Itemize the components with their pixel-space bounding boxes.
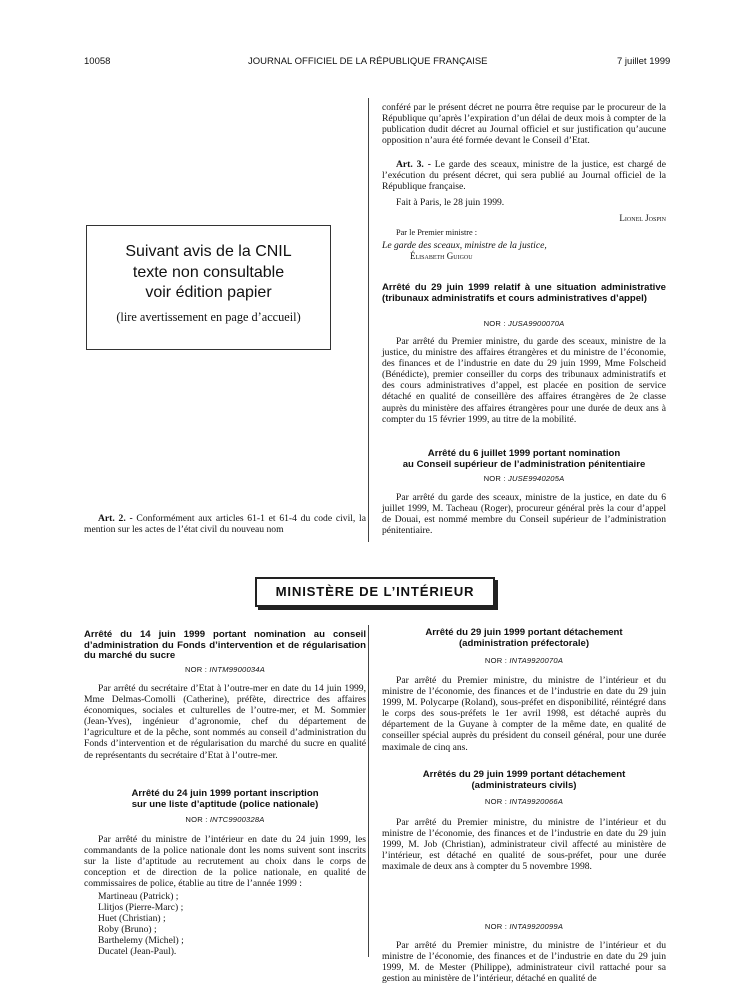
- ministry-banner: MINISTÈRE DE L’INTÉRIEUR: [255, 577, 495, 607]
- nor-label: NOR :: [483, 474, 506, 483]
- arrete-sucre-nor: [84, 665, 366, 674]
- column-rule-top: [368, 98, 369, 542]
- cnil-line-3: voir édition papier: [145, 284, 272, 301]
- nor-label: NOR :: [483, 319, 506, 328]
- arretes-civils-body-1: [382, 817, 666, 872]
- arretes-civils-text-2: Par arrêté du Premier ministre, du ministre de l’intérieur et du ministre de l’économie, des finances et de l’industrie en date du 29 juin 1999, M. de Mester (Philippe), administrateur civil rattaché pour sa gestion au ministère de l’intérieur, détaché en qualité de: [382, 940, 666, 985]
- arrete-sucre-title: Arrêté du 14 juin 1999 portant nomination au conseil d’administration du Fonds d’intervention et de régularisation du marché du sucre: [84, 629, 366, 662]
- nor-code: INTA9920070A: [509, 656, 564, 665]
- arrete-tacheau-text: Par arrêté du garde des sceaux, ministre de la justice, en date du 6 juillet 1999, M. Tacheau (Roger), procureur général près la cour d’appel de Douai, est nommé membre du Conseil supérieur de l’administration pénitentiaire.: [382, 492, 666, 537]
- arrete-folscheid-body: [382, 336, 666, 425]
- list-item: Roby (Bruno) ;: [98, 924, 157, 936]
- nor-code: INTA9920099A: [509, 922, 564, 931]
- list-item: Martineau (Patrick) ;: [98, 891, 179, 902]
- arrete-polycarpe-title-1: Arrêté du 29 juin 1999 portant détachement: [425, 627, 623, 638]
- issue-date: 7 juillet 1999: [617, 56, 671, 67]
- decree-continuation: conféré par le présent décret ne pourra être requise par le procureur de la République qu’après l’expiration d’un délai de deux mois à compter de la publication dudit décret au Journal officiel et sur justification qu’aucune opposition n’aura été formée devant le Conseil d’Etat.: [382, 102, 666, 147]
- nor-label: NOR :: [184, 665, 208, 674]
- page-number: 10058: [84, 56, 111, 67]
- arrete-tacheau-nor: [382, 474, 666, 483]
- nor-code: INTC9900328A: [209, 815, 265, 824]
- arrete-police-text: Par arrêté du ministre de l’intérieur en date du 24 juin 1999, les commandants de la police nationale dont les noms suivent sont inscrits sur la liste d’aptitude au recrutement au choix dans le corps de conception et de direction de la police nationale, en qualité de commissaires de police, établie au titre de l’année 1999 :: [84, 834, 366, 890]
- arrete-polycarpe-text: Par arrêté du Premier ministre, du ministre de l’intérieur et du ministre de l’économie, des finances et de l’industrie en date du 29 juin 1999, M. Polycarpe (Roland), sous-préfet en disponibilité, réintégré dans le corps des sous-préfets le 1er avril 1998, est détaché auprès du département de la Guyane à compter de la même date, en qualité de conseiller spécial auprès du président du conseil général, pour une durée maximale de cinq ans.: [382, 675, 666, 753]
- arrete-folscheid-title: Arrêté du 29 juin 1999 relatif à une situation administrative (tribunaux administratifs et cours administratives d’appel): [382, 282, 666, 304]
- list-item: Llitjos (Pierre-Marc) ;: [98, 902, 184, 914]
- article-2-label: Art. 2. -: [98, 513, 133, 524]
- nor-code: JUSA9900070A: [507, 319, 565, 328]
- arrete-tacheau-title-1: Arrêté du 6 juillet 1999 portant nomination: [427, 448, 621, 459]
- arretes-civils-nor-1: [382, 797, 666, 806]
- list-item: Barthelemy (Michel) ;: [98, 935, 184, 947]
- nor-code: JUSE9940205A: [507, 474, 565, 483]
- arrete-polycarpe-nor: [382, 656, 666, 665]
- arrete-polycarpe-title-2: (administration préfectorale): [458, 638, 590, 649]
- nor-label: NOR :: [185, 815, 208, 824]
- signatory-name: Lionel Jospin: [619, 213, 666, 223]
- list-item: Ducatel (Jean-Paul).: [98, 946, 177, 958]
- arrete-police-body: [84, 834, 366, 889]
- fait-a-paris: Fait à Paris, le 28 juin 1999.: [396, 197, 505, 208]
- nor-label: NOR :: [484, 656, 508, 665]
- article-3: [382, 159, 666, 192]
- arrete-sucre-body: [84, 683, 366, 761]
- journal-title: JOURNAL OFFICIEL DE LA RÉPUBLIQUE FRANÇAISE: [248, 56, 488, 67]
- arrete-police-nor: [84, 815, 366, 824]
- garde-title: Le garde des sceaux, ministre de la justice,: [382, 240, 547, 251]
- garde-name: Élisabeth Guigou: [410, 251, 473, 261]
- article-2-text: Conformément aux articles 61-1 et 61-4 du code civil, la mention sur les actes de l’état civil du nouveau nom: [84, 513, 366, 536]
- nor-code: INTM9900034A: [209, 665, 265, 674]
- arretes-civils-nor-2: [382, 922, 666, 931]
- cnil-line-1: Suivant avis de la CNIL: [125, 243, 292, 260]
- arrete-tacheau-body: [382, 492, 666, 536]
- nor-label: NOR :: [484, 797, 508, 806]
- cnil-notice-box: [86, 225, 331, 350]
- cnil-line-4: (lire avertissement en page d’accueil): [116, 309, 301, 324]
- arrete-sucre-text: Par arrêté du secrétaire d’Etat à l’outre-mer en date du 14 juin 1999, Mme Delmas-Comolli (Catherine), préfète, directrice des affaires économiques, sociales et culturelles de l’outre-mer, et M. Sommier (Jean-Yves), ingénieur d’agronomie, chef du département de l’agriculture et de la pêche, sont nommés au conseil d’administration du Fonds d’intervention et de régularisation du marché du sucre en qualité de représentants du secrétaire d’Etat à l’outre-mer.: [84, 683, 366, 761]
- nor-code: INTA9920066A: [509, 797, 564, 806]
- arrete-folscheid-nor: [382, 319, 666, 328]
- arretes-civils-body-2: [382, 940, 666, 984]
- arrete-polycarpe-body: [382, 675, 666, 753]
- article-3-text: Le garde des sceaux, ministre de la justice, est chargé de l’exécution du présent décret, qui sera publié au Journal officiel de la République française.: [382, 159, 666, 193]
- police-names-list: [98, 891, 358, 958]
- cnil-line-2: texte non consultable: [132, 263, 285, 281]
- arretes-civils-title-1: Arrêtés du 29 juin 1999 portant détachement: [422, 769, 626, 780]
- column-rule-bottom: [368, 625, 369, 957]
- nor-label: NOR :: [484, 922, 508, 931]
- article-3-label: Art. 3. -: [396, 159, 431, 170]
- article-2: [84, 513, 366, 535]
- arretes-civils-text-1: Par arrêté du Premier ministre, du ministre de l’intérieur et du ministre de l’économie, des finances et de l’industrie en date du 29 juin 1999, M. Job (Christian), administrateur civil affecté au ministère de l’intérieur, est détaché en qualité de sous-préfet, pour une durée maximale de deux ans à compter du 5 novembre 1998.: [382, 817, 666, 873]
- arrete-tacheau-title-2: au Conseil supérieur de l’administration pénitentiaire: [402, 459, 646, 470]
- arretes-civils-title-2: (administrateurs civils): [471, 780, 577, 791]
- arrete-police-title-2: sur une liste d’aptitude (police nationale): [131, 799, 319, 810]
- arrete-police-title-1: Arrêté du 24 juin 1999 portant inscription: [131, 788, 319, 799]
- par-premier-ministre: Par le Premier ministre :: [396, 228, 478, 237]
- list-item: Huet (Christian) ;: [98, 913, 166, 925]
- arrete-folscheid-text: Par arrêté du Premier ministre, du garde des sceaux, ministre de la justice, du ministre des affaires étrangères et du ministre de l’économie, des finances et de l’industrie en date du 29 juin 1999, Mme Folscheid (Bénédicte), premier conseiller du corps des tribunaux administratifs et des cours administratives d’appel, est placée en position de service détaché en qualité de conseillère des affaires étrangères de 2e classe auprès du ministère des affaires étrangères pour une durée de deux ans à compter du 15 février 1999, au titre de la mobilité.: [382, 336, 666, 425]
